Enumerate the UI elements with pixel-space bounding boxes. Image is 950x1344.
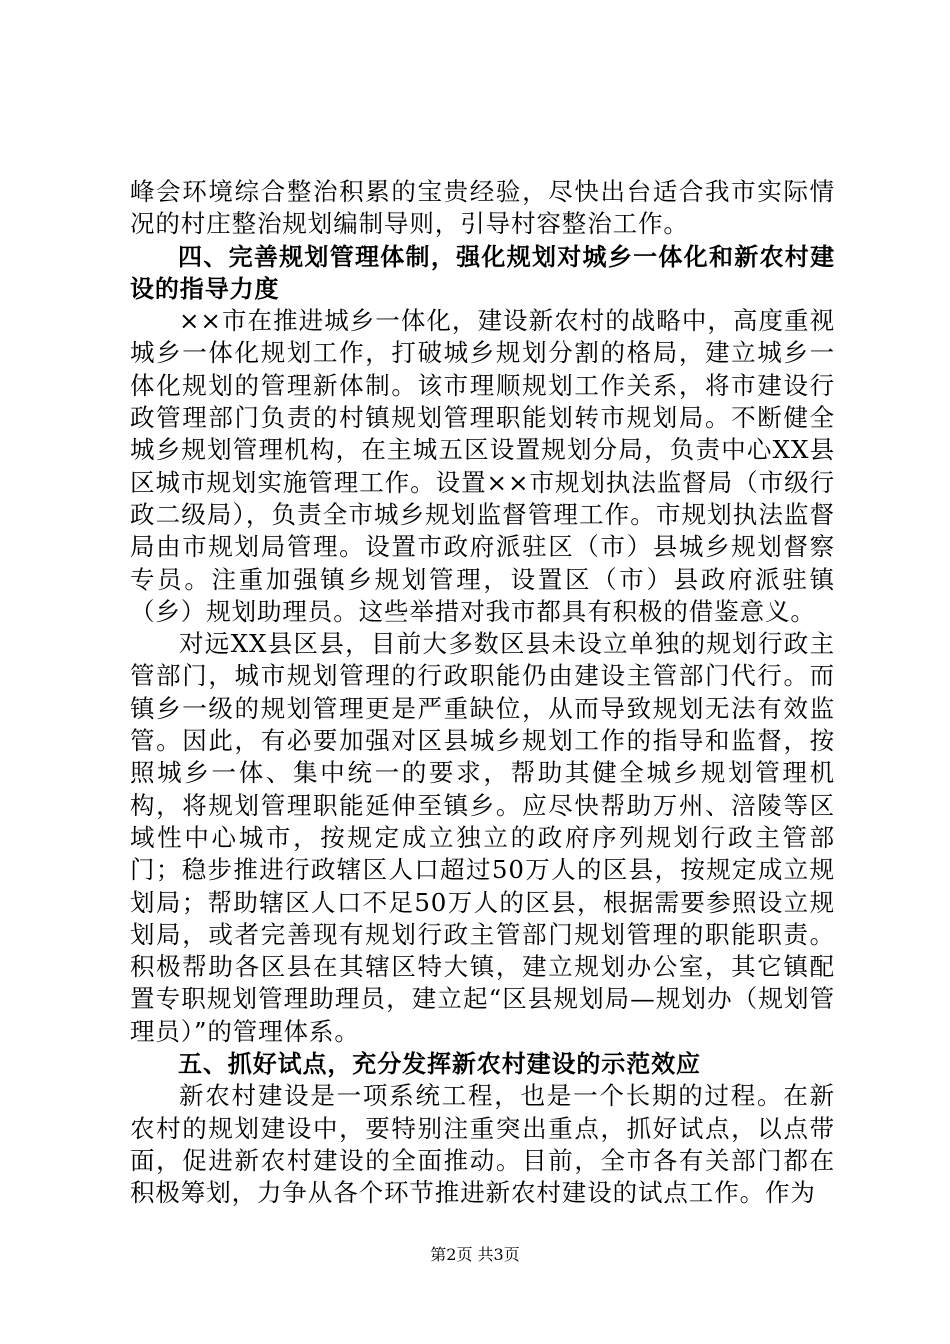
paragraph: 新农村建设是一项系统工程，也是一个长期的过程。在新农村的规划建设中，要特别注重突出重点，抓好试点，以点带面，促进新农村建设的全面推动。目前，全市各有关部门都在积极筹划，力争从各个环节推进新农村建设的试点工作。作为 xyxy=(130,1081,835,1208)
paragraph-continued: 峰会环境综合整治积累的宝贵经验，尽快出台适合我市实际情况的村庄整治规划编制导则，引导村容整治工作。 xyxy=(130,177,835,239)
document-body xyxy=(130,176,835,1210)
page-number-footer: 第2页 共3页 xyxy=(430,1245,520,1264)
paragraph: ××市在推进城乡一体化，建设新农村的战略中，高度重视城乡一体化规划工作，打破城乡规划分割的格局，建立城乡一体化规划的管理新体制。该市理顺规划工作关系，将市建设行政管理部门负责的村镇规划管理职能划转市规划局。不断健全城乡规划管理机构，在主城五区设置规划分局，负责中心XX县区城市规划实施管理工作。设置××市规划执法监督局（市级行政二级局），负责全市城乡规划监督管理工作。市规划执法监督局由市规划局管理。设置市政府派驻区（市）县城乡规划督察专员。注重加强镇乡规划管理，设置区（市）县政府派驻镇（乡）规划助理员。这些举措对我市都具有积极的借鉴意义。 xyxy=(130,306,835,626)
paragraph: 对远XX县区县，目前大多数区县未设立单独的规划行政主管部门，城市规划管理的行政职能仍由建设主管部门代行。而镇乡一级的规划管理更是严重缺位，从而导致规划无法有效监管。因此，有必要加强对区县城乡规划工作的指导和监督，按照城乡一体、集中统一的要求，帮助其健全城乡规划管理机构，将规划管理职能延伸至镇乡。应尽快帮助万州、涪陵等区域性中心城市，按规定成立独立的政府序列规划行政主管部门；稳步推进行政辖区人口超过50万人的区县，按规定成立规划局；帮助辖区人口不足50万人的区县，根据需要参照设立规划局，或者完善现有规划行政主管部门规划管理的职能职责。积极帮助各区县在其辖区特大镇，建立规划办公室，其它镇配置专职规划管理助理员，建立起“区县规划局—规划办（规划管理员）”的管理体系。 xyxy=(130,629,835,1046)
section-heading-5: 五、抓好试点，充分发挥新农村建设的示范效应 xyxy=(178,1050,701,1079)
section-heading-4: 四、完善规划管理体制，强化规划对城乡一体化和新农村建设的指导力度 xyxy=(130,242,835,303)
